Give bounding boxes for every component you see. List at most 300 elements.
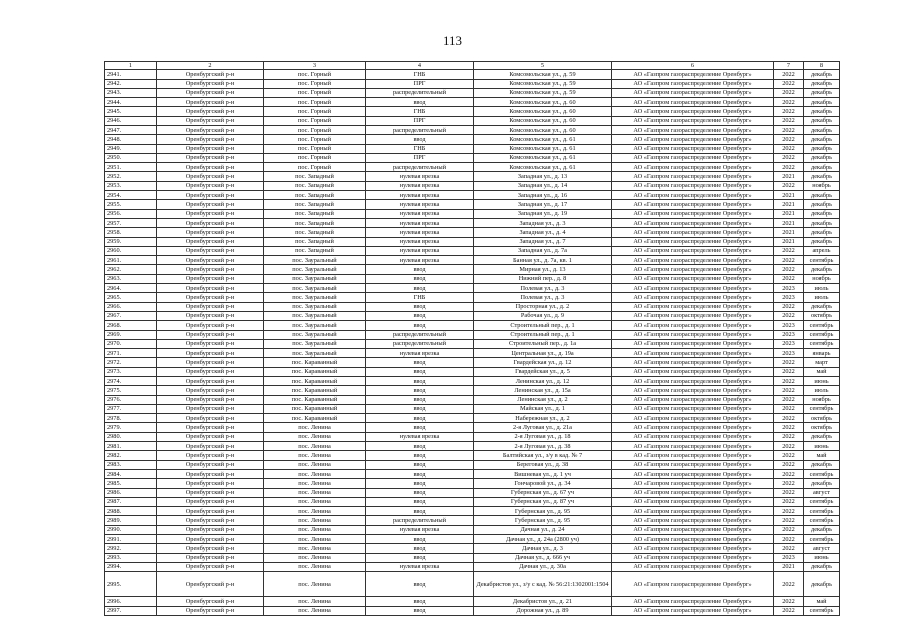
cell-district: Оренбургский р-н (157, 358, 264, 367)
data-table (104, 61, 840, 616)
cell-district: Оренбургский р-н (157, 98, 264, 107)
cell-month: ноябрь (804, 181, 840, 190)
cell-settlement: пос. Горный (264, 107, 366, 116)
cell-object-type: нулевая врезка (366, 218, 474, 227)
cell-year: 2022 (774, 423, 804, 432)
cell-organization: АО «Газпром газораспределение Оренбург» (612, 377, 774, 386)
cell-year: 2022 (774, 414, 804, 423)
cell-settlement: пос. Караванный (264, 377, 366, 386)
cell-row-number: 2947. (105, 125, 157, 134)
cell-object-type: нулевая врезка (366, 525, 474, 534)
table-row (105, 218, 840, 227)
cell-address: Строительный пер., д. 1а (474, 339, 612, 348)
cell-organization: АО «Газпром газораспределение Оренбург» (612, 414, 774, 423)
cell-organization: АО «Газпром газораспределение Оренбург» (612, 181, 774, 190)
cell-settlement: пос. Горный (264, 98, 366, 107)
table-row (105, 135, 840, 144)
cell-row-number: 2941. (105, 70, 157, 79)
cell-month: октябрь (804, 414, 840, 423)
table-row (105, 116, 840, 125)
cell-settlement: пос. Западный (264, 237, 366, 246)
table-row (105, 284, 840, 293)
cell-settlement: пос. Караванный (264, 404, 366, 413)
cell-year: 2022 (774, 79, 804, 88)
cell-address: Комсомольская ул., д. 61 (474, 163, 612, 172)
cell-settlement: пос. Ленина (264, 460, 366, 469)
column-header-3: 3 (264, 62, 366, 70)
cell-year: 2023 (774, 349, 804, 358)
cell-object-type: ввод (366, 367, 474, 376)
cell-year: 2022 (774, 367, 804, 376)
cell-organization: АО «Газпром газораспределение Оренбург» (612, 163, 774, 172)
cell-settlement: пос. Западный (264, 218, 366, 227)
cell-year: 2022 (774, 246, 804, 255)
cell-row-number: 2955. (105, 200, 157, 209)
cell-district: Оренбургский р-н (157, 562, 264, 571)
cell-year: 2022 (774, 497, 804, 506)
cell-district: Оренбургский р-н (157, 88, 264, 97)
cell-settlement: пос. Ленина (264, 597, 366, 606)
cell-row-number: 2982. (105, 451, 157, 460)
cell-address: Дорожная ул., д. 89 (474, 606, 612, 615)
cell-year: 2021 (774, 209, 804, 218)
table-row (105, 553, 840, 562)
cell-year: 2022 (774, 274, 804, 283)
cell-organization: АО «Газпром газораспределение Оренбург» (612, 497, 774, 506)
cell-organization: АО «Газпром газораспределение Оренбург» (612, 79, 774, 88)
table-row (105, 181, 840, 190)
cell-month: декабрь (804, 116, 840, 125)
cell-row-number: 2953. (105, 181, 157, 190)
table-row (105, 144, 840, 153)
cell-year: 2022 (774, 125, 804, 134)
cell-district: Оренбургский р-н (157, 191, 264, 200)
table-row (105, 163, 840, 172)
cell-object-type: ввод (366, 460, 474, 469)
cell-row-number: 2984. (105, 469, 157, 478)
table-row (105, 172, 840, 181)
cell-district: Оренбургский р-н (157, 107, 264, 116)
cell-settlement: пос. Горный (264, 70, 366, 79)
table-row (105, 497, 840, 506)
cell-object-type: ГНБ (366, 293, 474, 302)
cell-object-type: нулевая врезка (366, 181, 474, 190)
cell-district: Оренбургский р-н (157, 572, 264, 597)
cell-object-type: ПРГ (366, 116, 474, 125)
cell-settlement: пос. Западный (264, 172, 366, 181)
cell-settlement: пос. Ленина (264, 535, 366, 544)
cell-row-number: 2944. (105, 98, 157, 107)
cell-object-type: ПРГ (366, 153, 474, 162)
cell-year: 2022 (774, 451, 804, 460)
cell-district: Оренбургский р-н (157, 116, 264, 125)
table-row (105, 330, 840, 339)
cell-address: Банная ул., д. 7а, кв. 1 (474, 256, 612, 265)
cell-address: Комсомольская ул., д. 59 (474, 70, 612, 79)
cell-year: 2023 (774, 321, 804, 330)
cell-district: Оренбургский р-н (157, 265, 264, 274)
cell-settlement: пос. Зауральный (264, 274, 366, 283)
cell-organization: АО «Газпром газораспределение Оренбург» (612, 70, 774, 79)
cell-object-type: ввод (366, 572, 474, 597)
cell-year: 2021 (774, 191, 804, 200)
cell-month: июль (804, 293, 840, 302)
cell-row-number: 2974. (105, 377, 157, 386)
cell-organization: АО «Газпром газораспределение Оренбург» (612, 274, 774, 283)
cell-year: 2022 (774, 544, 804, 553)
cell-year: 2022 (774, 572, 804, 597)
cell-object-type: ввод (366, 442, 474, 451)
cell-row-number: 2986. (105, 488, 157, 497)
cell-month: сентябрь (804, 404, 840, 413)
cell-organization: АО «Газпром газораспределение Оренбург» (612, 544, 774, 553)
cell-settlement: пос. Горный (264, 88, 366, 97)
table-header-row (105, 62, 840, 70)
cell-settlement: пос. Ленина (264, 553, 366, 562)
cell-district: Оренбургский р-н (157, 330, 264, 339)
cell-district: Оренбургский р-н (157, 172, 264, 181)
cell-year: 2022 (774, 153, 804, 162)
cell-settlement: пос. Ленина (264, 479, 366, 488)
cell-district: Оренбургский р-н (157, 497, 264, 506)
cell-object-type: ввод (366, 265, 474, 274)
table-row (105, 311, 840, 320)
cell-district: Оренбургский р-н (157, 237, 264, 246)
cell-row-number: 2981. (105, 442, 157, 451)
cell-settlement: пос. Караванный (264, 367, 366, 376)
cell-row-number: 2946. (105, 116, 157, 125)
cell-settlement: пос. Ленина (264, 488, 366, 497)
cell-organization: АО «Газпром газораспределение Оренбург» (612, 597, 774, 606)
cell-row-number: 2975. (105, 386, 157, 395)
cell-organization: АО «Газпром газораспределение Оренбург» (612, 432, 774, 441)
cell-year: 2022 (774, 395, 804, 404)
cell-object-type: нулевая врезка (366, 237, 474, 246)
cell-address: Комсомольская ул., д. 60 (474, 107, 612, 116)
cell-month: декабрь (804, 228, 840, 237)
cell-organization: АО «Газпром газораспределение Оренбург» (612, 172, 774, 181)
cell-object-type: ввод (366, 98, 474, 107)
cell-year: 2022 (774, 98, 804, 107)
cell-year: 2021 (774, 172, 804, 181)
cell-settlement: пос. Зауральный (264, 256, 366, 265)
column-header-2: 2 (157, 62, 264, 70)
cell-settlement: пос. Ленина (264, 451, 366, 460)
table-row (105, 525, 840, 534)
cell-month: декабрь (804, 572, 840, 597)
cell-object-type: ГНБ (366, 144, 474, 153)
cell-district: Оренбургский р-н (157, 507, 264, 516)
cell-month: декабрь (804, 460, 840, 469)
cell-settlement: пос. Западный (264, 181, 366, 190)
cell-row-number: 2968. (105, 321, 157, 330)
cell-district: Оренбургский р-н (157, 544, 264, 553)
column-header-5: 5 (474, 62, 612, 70)
table-row (105, 572, 840, 597)
cell-month: сентябрь (804, 339, 840, 348)
cell-object-type: ввод (366, 544, 474, 553)
cell-object-type: ввод (366, 423, 474, 432)
cell-month: июнь (804, 377, 840, 386)
cell-object-type: ввод (366, 414, 474, 423)
cell-object-type: нулевая врезка (366, 562, 474, 571)
cell-month: октябрь (804, 311, 840, 320)
cell-settlement: пос. Зауральный (264, 284, 366, 293)
cell-month: декабрь (804, 200, 840, 209)
cell-district: Оренбургский р-н (157, 144, 264, 153)
table-row (105, 88, 840, 97)
cell-year: 2022 (774, 479, 804, 488)
cell-month: июль (804, 386, 840, 395)
cell-settlement: пос. Ленина (264, 432, 366, 441)
table-row (105, 265, 840, 274)
cell-organization: АО «Газпром газораспределение Оренбург» (612, 153, 774, 162)
table-row (105, 107, 840, 116)
cell-address: Комсомольская ул., д. 60 (474, 125, 612, 134)
cell-organization: АО «Газпром газораспределение Оренбург» (612, 572, 774, 597)
table-row (105, 358, 840, 367)
cell-address: 2-я Луговая ул., д. 18 (474, 432, 612, 441)
cell-address: Западная ул., д. 4 (474, 228, 612, 237)
cell-district: Оренбургский р-н (157, 339, 264, 348)
table-row (105, 256, 840, 265)
cell-month: сентябрь (804, 606, 840, 615)
cell-year: 2022 (774, 507, 804, 516)
cell-organization: АО «Газпром газораспределение Оренбург» (612, 237, 774, 246)
cell-month: декабрь (804, 172, 840, 181)
cell-year: 2022 (774, 88, 804, 97)
cell-row-number: 2990. (105, 525, 157, 534)
cell-organization: АО «Газпром газораспределение Оренбург» (612, 107, 774, 116)
cell-address: Полевая ул., д. 3 (474, 284, 612, 293)
cell-settlement: пос. Караванный (264, 414, 366, 423)
cell-settlement: пос. Зауральный (264, 330, 366, 339)
table-row (105, 246, 840, 255)
cell-address: Западная ул., д. 16 (474, 191, 612, 200)
cell-month: декабрь (804, 302, 840, 311)
cell-row-number: 2963. (105, 274, 157, 283)
cell-month: май (804, 367, 840, 376)
cell-row-number: 2945. (105, 107, 157, 116)
cell-year: 2021 (774, 218, 804, 227)
table-row (105, 562, 840, 571)
cell-settlement: пос. Горный (264, 79, 366, 88)
cell-row-number: 2988. (105, 507, 157, 516)
cell-row-number: 2966. (105, 302, 157, 311)
table-row (105, 191, 840, 200)
cell-month: август (804, 488, 840, 497)
table-row (105, 469, 840, 478)
cell-row-number: 2952. (105, 172, 157, 181)
cell-month: сентябрь (804, 516, 840, 525)
cell-organization: АО «Газпром газораспределение Оренбург» (612, 358, 774, 367)
cell-settlement: пос. Караванный (264, 395, 366, 404)
cell-year: 2021 (774, 200, 804, 209)
cell-row-number: 2992. (105, 544, 157, 553)
cell-month: декабрь (804, 525, 840, 534)
cell-organization: АО «Газпром газораспределение Оренбург» (612, 135, 774, 144)
cell-organization: АО «Газпром газораспределение Оренбург» (612, 321, 774, 330)
table-row (105, 507, 840, 516)
cell-address: Западная ул., д. 19 (474, 209, 612, 218)
cell-month: декабрь (804, 125, 840, 134)
table-row (105, 274, 840, 283)
cell-month: декабрь (804, 153, 840, 162)
cell-object-type: ввод (366, 135, 474, 144)
cell-month: декабрь (804, 144, 840, 153)
cell-row-number: 2964. (105, 284, 157, 293)
table-row (105, 153, 840, 162)
cell-month: сентябрь (804, 321, 840, 330)
cell-year: 2021 (774, 228, 804, 237)
cell-settlement: пос. Зауральный (264, 311, 366, 320)
cell-month: декабрь (804, 432, 840, 441)
cell-settlement: пос. Караванный (264, 358, 366, 367)
cell-settlement: пос. Горный (264, 116, 366, 125)
cell-row-number: 2961. (105, 256, 157, 265)
cell-object-type: ввод (366, 488, 474, 497)
cell-row-number: 2995. (105, 572, 157, 597)
cell-month: апрель (804, 246, 840, 255)
cell-row-number: 2954. (105, 191, 157, 200)
cell-row-number: 2957. (105, 218, 157, 227)
cell-organization: АО «Газпром газораспределение Оренбург» (612, 479, 774, 488)
cell-object-type: нулевая врезка (366, 349, 474, 358)
cell-row-number: 2958. (105, 228, 157, 237)
cell-year: 2022 (774, 377, 804, 386)
cell-settlement: пос. Ленина (264, 507, 366, 516)
cell-month: декабрь (804, 163, 840, 172)
cell-year: 2022 (774, 163, 804, 172)
cell-year: 2022 (774, 181, 804, 190)
cell-object-type: ГНБ (366, 70, 474, 79)
table-row (105, 293, 840, 302)
cell-address: Комсомольская ул., д. 60 (474, 98, 612, 107)
cell-month: октябрь (804, 423, 840, 432)
cell-settlement: пос. Ленина (264, 572, 366, 597)
cell-organization: АО «Газпром газораспределение Оренбург» (612, 507, 774, 516)
cell-district: Оренбургский р-н (157, 163, 264, 172)
cell-month: декабрь (804, 265, 840, 274)
table-row (105, 79, 840, 88)
cell-address: Дачная ул., д. 666 уч (474, 553, 612, 562)
cell-organization: АО «Газпром газораспределение Оренбург» (612, 209, 774, 218)
cell-organization: АО «Газпром газораспределение Оренбург» (612, 367, 774, 376)
cell-object-type: нулевая врезка (366, 191, 474, 200)
cell-row-number: 2977. (105, 404, 157, 413)
cell-address: Дачная ул., д. 24 (474, 525, 612, 534)
cell-row-number: 2989. (105, 516, 157, 525)
cell-address: Дачная ул., д. 3 (474, 544, 612, 553)
cell-organization: АО «Газпром газораспределение Оренбург» (612, 311, 774, 320)
cell-object-type: нулевая врезка (366, 172, 474, 181)
cell-address: Полевая ул., д. 3 (474, 293, 612, 302)
cell-district: Оренбургский р-н (157, 553, 264, 562)
cell-month: декабрь (804, 70, 840, 79)
cell-district: Оренбургский р-н (157, 432, 264, 441)
cell-month: сентябрь (804, 507, 840, 516)
cell-district: Оренбургский р-н (157, 228, 264, 237)
cell-settlement: пос. Зауральный (264, 349, 366, 358)
cell-address: Ленинская ул., д. 2 (474, 395, 612, 404)
cell-row-number: 2969. (105, 330, 157, 339)
cell-address: Дачная ул., д. 30а (474, 562, 612, 571)
cell-month: сентябрь (804, 330, 840, 339)
table-row (105, 367, 840, 376)
cell-month: декабрь (804, 135, 840, 144)
cell-row-number: 2942. (105, 79, 157, 88)
cell-district: Оренбургский р-н (157, 414, 264, 423)
cell-row-number: 2956. (105, 209, 157, 218)
cell-settlement: пос. Ленина (264, 544, 366, 553)
cell-row-number: 2980. (105, 432, 157, 441)
cell-row-number: 2972. (105, 358, 157, 367)
table-row (105, 98, 840, 107)
cell-object-type: ввод (366, 535, 474, 544)
cell-organization: АО «Газпром газораспределение Оренбург» (612, 200, 774, 209)
cell-object-type: ввод (366, 395, 474, 404)
cell-organization: АО «Газпром газораспределение Оренбург» (612, 488, 774, 497)
cell-object-type: нулевая врезка (366, 209, 474, 218)
cell-object-type: ввод (366, 497, 474, 506)
cell-district: Оренбургский р-н (157, 597, 264, 606)
cell-object-type: ввод (366, 311, 474, 320)
cell-year: 2023 (774, 339, 804, 348)
cell-month: май (804, 597, 840, 606)
cell-year: 2022 (774, 460, 804, 469)
cell-year: 2023 (774, 330, 804, 339)
table-row (105, 377, 840, 386)
cell-month: март (804, 358, 840, 367)
cell-object-type: ввод (366, 606, 474, 615)
cell-row-number: 2973. (105, 367, 157, 376)
cell-row-number: 2996. (105, 597, 157, 606)
cell-district: Оренбургский р-н (157, 246, 264, 255)
cell-organization: АО «Газпром газораспределение Оренбург» (612, 404, 774, 413)
cell-year: 2022 (774, 256, 804, 265)
table-row (105, 451, 840, 460)
cell-month: ноябрь (804, 274, 840, 283)
cell-row-number: 2983. (105, 460, 157, 469)
cell-row-number: 2962. (105, 265, 157, 274)
cell-object-type: распределительный (366, 163, 474, 172)
cell-district: Оренбургский р-н (157, 70, 264, 79)
cell-district: Оренбургский р-н (157, 386, 264, 395)
cell-district: Оренбургский р-н (157, 274, 264, 283)
cell-address: Губернская ул., д. 87 уч (474, 497, 612, 506)
cell-address: 2-я Луговая ул., д. 21а (474, 423, 612, 432)
cell-address: Комсомольская ул., д. 61 (474, 153, 612, 162)
table-row (105, 535, 840, 544)
cell-district: Оренбургский р-н (157, 525, 264, 534)
cell-month: январь (804, 349, 840, 358)
cell-year: 2022 (774, 469, 804, 478)
table-row (105, 432, 840, 441)
cell-object-type: ввод (366, 451, 474, 460)
cell-month: декабрь (804, 107, 840, 116)
cell-settlement: пос. Западный (264, 246, 366, 255)
cell-organization: АО «Газпром газораспределение Оренбург» (612, 302, 774, 311)
cell-district: Оренбургский р-н (157, 377, 264, 386)
cell-address: Просторная ул., д. 2 (474, 302, 612, 311)
cell-month: сентябрь (804, 256, 840, 265)
cell-settlement: пос. Западный (264, 200, 366, 209)
cell-row-number: 2943. (105, 88, 157, 97)
cell-row-number: 2951. (105, 163, 157, 172)
cell-district: Оренбургский р-н (157, 367, 264, 376)
cell-address: Гончаровой ул., д. 34 (474, 479, 612, 488)
cell-district: Оренбургский р-н (157, 451, 264, 460)
